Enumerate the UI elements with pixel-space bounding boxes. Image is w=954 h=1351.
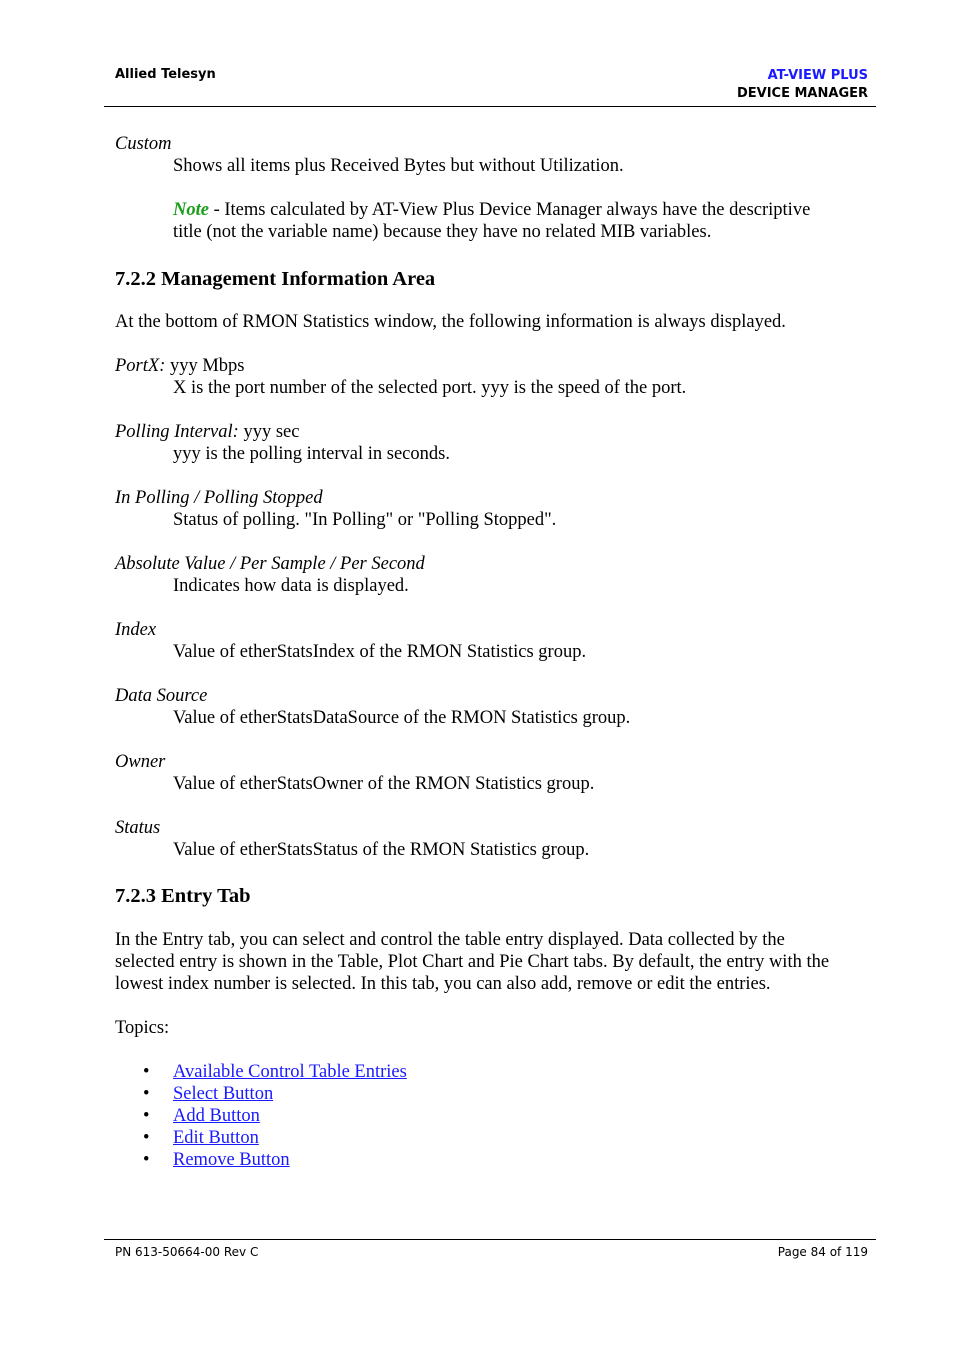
definition-term: Index (115, 620, 157, 640)
list-item (115, 1083, 875, 1105)
list-item (115, 1149, 875, 1171)
note-label: Note (173, 200, 209, 220)
bullet-icon: • (143, 1106, 150, 1126)
header-product: AT-VIEW PLUS (767, 68, 868, 83)
bullet-icon: • (143, 1128, 150, 1148)
section-723-paragraph: In the Entry tab, you can select and control the table entry displayed. Data collected by the selected entry is shown in the Table, Plot Chart and Pie Chart tabs. By default, the entry with the lowest index number is selected. In this tab, you can also add, remove or edit the entries. (115, 930, 830, 994)
link-select-button[interactable]: Select Button (173, 1084, 274, 1104)
footer-part-number: PN 613-50664-00 Rev C (115, 1245, 259, 1259)
list-item (115, 1061, 875, 1083)
note-text-2: title (not the variable name) because they have no related MIB variables. (173, 222, 712, 242)
list-item (115, 1105, 875, 1127)
bullet-icon: • (143, 1084, 150, 1104)
link-edit-button[interactable]: Edit Button (173, 1128, 259, 1148)
definition-term: In Polling / Polling Stopped (115, 488, 323, 508)
definition-item (115, 685, 875, 729)
link-add-button[interactable]: Add Button (173, 1106, 260, 1126)
footer-page-number: Page 84 of 119 (777, 1245, 868, 1259)
definition-desc: X is the port number of the selected port. yyy is the speed of the port. (173, 378, 687, 398)
footer-divider (104, 1239, 876, 1240)
note-text: - Items calculated by AT-View Plus Device Manager always have the descriptive (208, 200, 811, 220)
definition-desc: Status of polling. "In Polling" or "Polling Stopped". (173, 510, 557, 530)
definition-term: Data Source (115, 686, 208, 706)
definition-term: PortX: (115, 356, 166, 376)
definition-term: Status (115, 818, 161, 838)
definition-desc: Value of etherStatsIndex of the RMON Statistics group. (173, 642, 587, 662)
topics-list (115, 1061, 875, 1171)
definition-term: Absolute Value / Per Sample / Per Second (115, 554, 425, 574)
custom-desc: Shows all items plus Received Bytes but without Utilization. (173, 156, 624, 176)
section-heading-723: 7.2.3 Entry Tab (115, 885, 251, 907)
definition-desc: yyy is the polling interval in seconds. (173, 444, 450, 464)
section-heading-722: 7.2.2 Management Information Area (115, 268, 436, 290)
list-item (115, 1127, 875, 1149)
link-available-control-table-entries[interactable]: Available Control Table Entries (173, 1062, 407, 1082)
header-title-block (737, 67, 868, 103)
definition-item: PortX: yyy Mbps X is the port number of the selected port. yyy is the speed of the port. (115, 355, 875, 399)
link-remove-button[interactable]: Remove Button (173, 1150, 290, 1170)
definition-item (115, 817, 875, 861)
header-company: Allied Telesyn (115, 67, 216, 82)
definition-item (115, 553, 875, 597)
definition-desc: Value of etherStatsDataSource of the RMON Statistics group. (173, 708, 631, 728)
custom-note (173, 199, 875, 243)
definition-term: Polling Interval: (115, 422, 239, 442)
definition-desc: Value of etherStatsOwner of the RMON Statistics group. (173, 774, 595, 794)
section-722-intro: At the bottom of RMON Statistics window, the following information is always displayed. (115, 312, 786, 332)
definition-item (115, 751, 875, 795)
document-body (115, 133, 875, 1171)
bullet-icon: • (143, 1062, 150, 1082)
definition-item: Polling Interval: yyy sec yyy is the polling interval in seconds. (115, 421, 875, 465)
header-subtitle: DEVICE MANAGER (736, 86, 868, 101)
topics-label: Topics: (115, 1018, 170, 1038)
definition-desc: Value of etherStatsStatus of the RMON Statistics group. (173, 840, 590, 860)
header-divider (104, 106, 876, 107)
definition-term: Owner (115, 752, 166, 772)
definition-desc: Indicates how data is displayed. (173, 576, 409, 596)
bullet-icon: • (143, 1150, 150, 1170)
definition-item (115, 487, 875, 531)
custom-term: Custom (115, 134, 172, 154)
definition-item (115, 619, 875, 663)
